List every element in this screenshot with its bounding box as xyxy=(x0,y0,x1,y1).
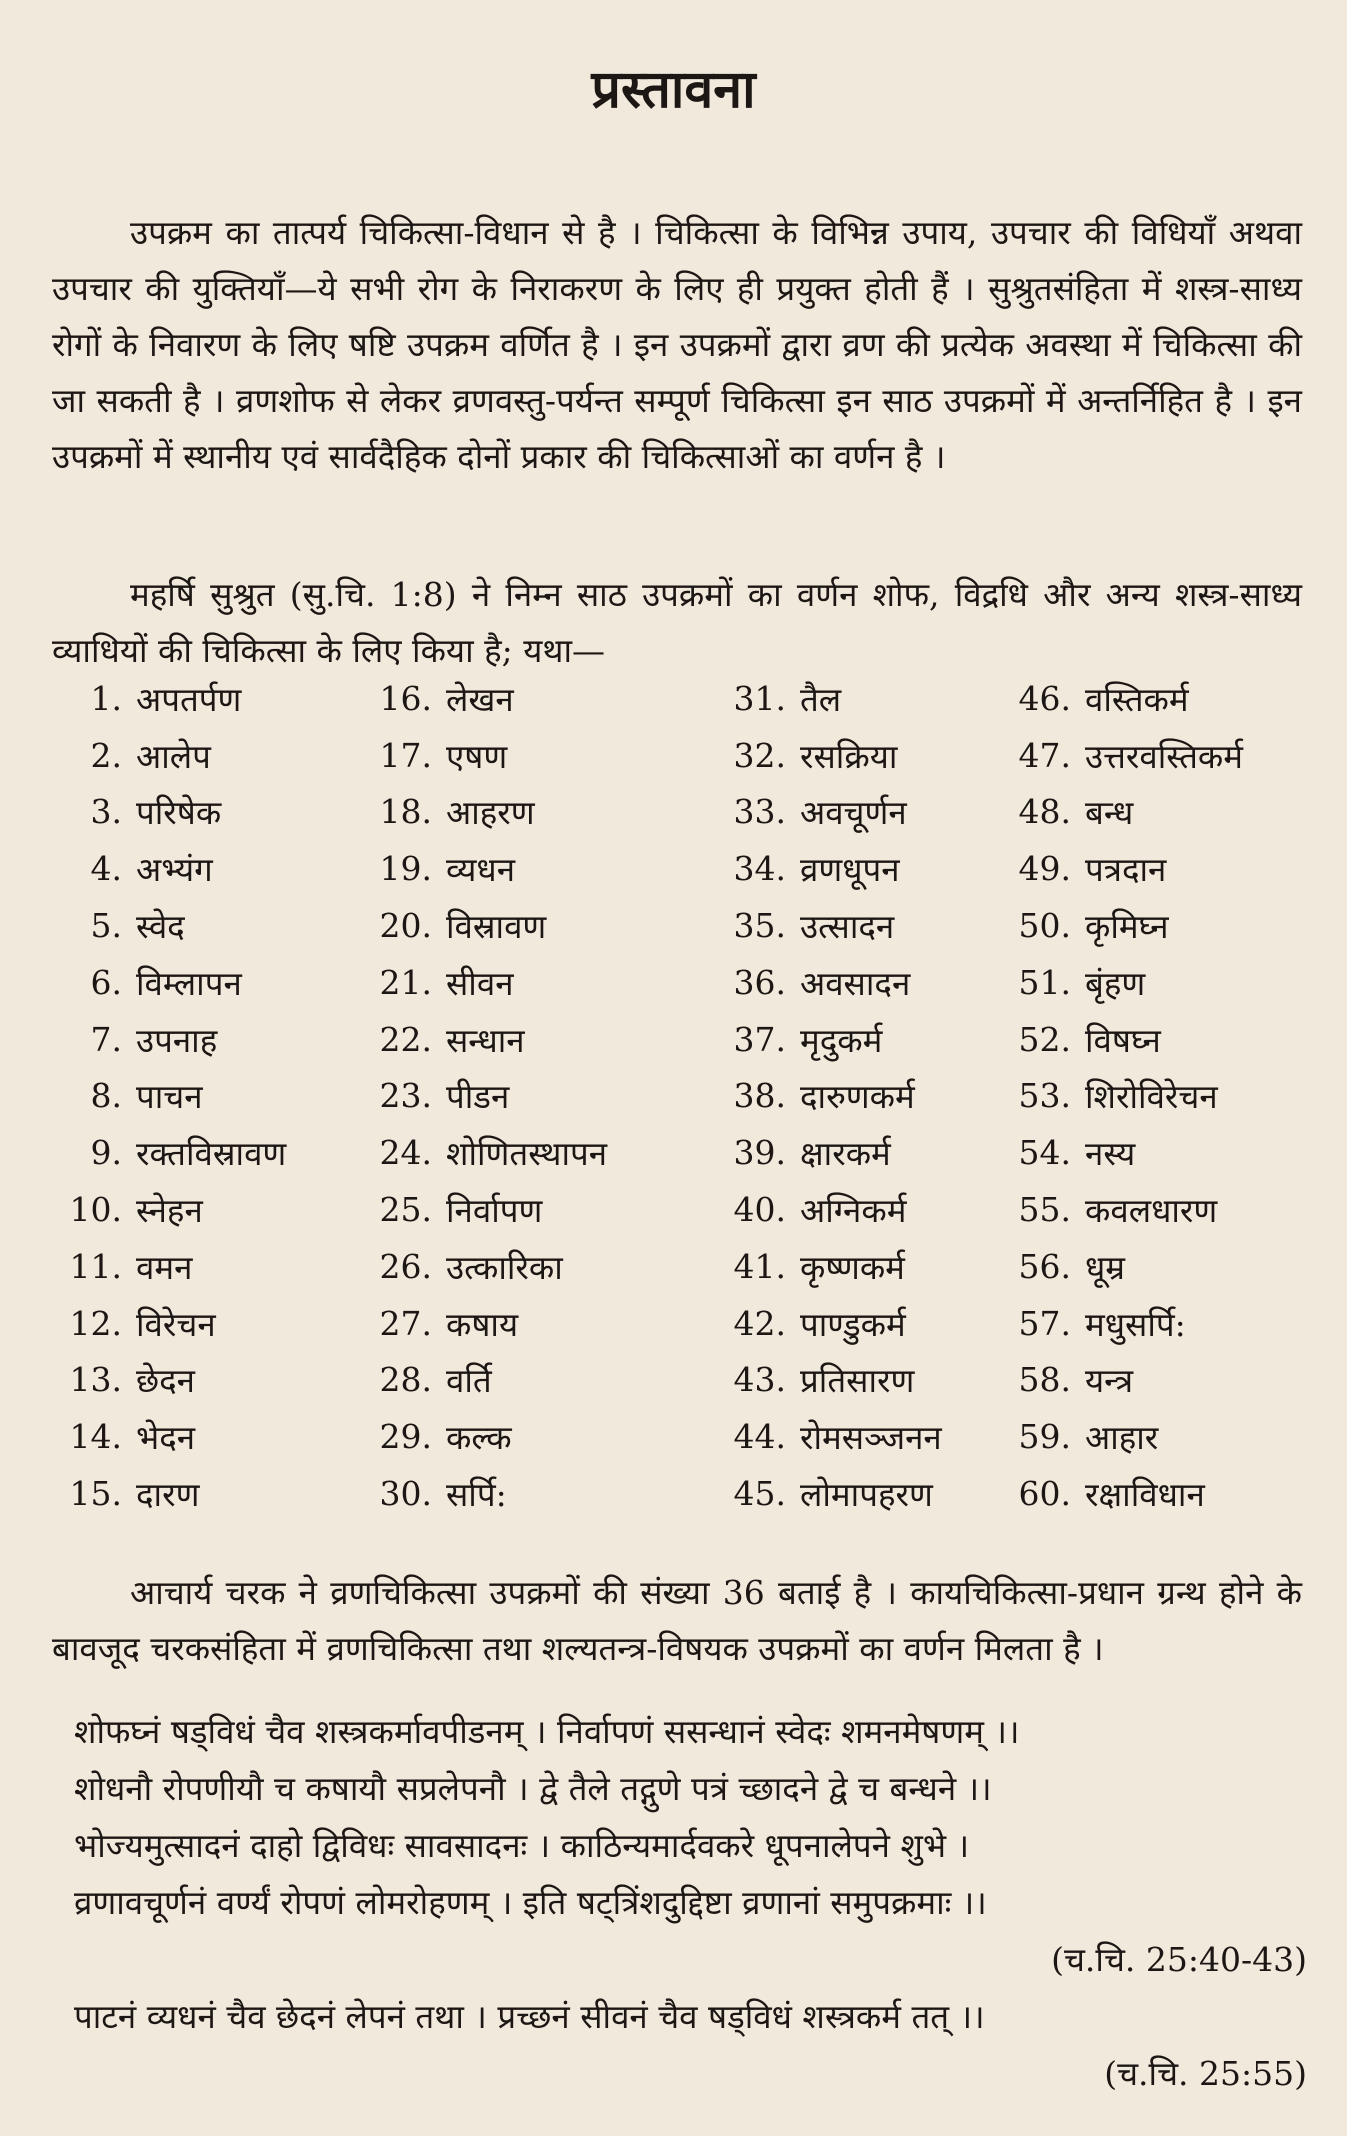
list-item xyxy=(710,1465,990,1522)
list-item-label: उत्कारिका xyxy=(446,1247,563,1287)
list-column-4 xyxy=(995,670,1325,1522)
list-item-label: उत्सादन xyxy=(800,907,895,947)
list-item-number: 19. xyxy=(379,849,432,889)
list-item-number: 7. xyxy=(90,1019,122,1059)
list-item xyxy=(46,1068,346,1125)
list-item xyxy=(46,840,346,897)
list-column-1 xyxy=(46,670,346,1522)
list-item-label: निर्वापण xyxy=(446,1191,543,1231)
list-item-label: कषाय xyxy=(446,1304,519,1344)
list-item xyxy=(356,840,696,897)
list-item-number: 5. xyxy=(90,906,122,946)
list-item-number: 41. xyxy=(733,1246,786,1286)
list-item-label: कृमिघ्न xyxy=(1085,907,1169,947)
list-item-number: 50. xyxy=(1018,906,1071,946)
list-item-label: स्वेद xyxy=(136,907,185,947)
list-item-label: अभ्यंग xyxy=(136,850,213,890)
list-item-label: आहार xyxy=(1085,1418,1159,1458)
list-item xyxy=(356,1124,696,1181)
list-item xyxy=(356,784,696,841)
list-item-label: लोमापहरण xyxy=(800,1475,933,1515)
list-item-number: 43. xyxy=(733,1360,786,1400)
list-item-number: 55. xyxy=(1018,1190,1071,1230)
list-item-number: 10. xyxy=(69,1190,122,1230)
list-item xyxy=(356,897,696,954)
list-item-number: 31. xyxy=(733,678,786,718)
list-item-label: स्नेहन xyxy=(136,1191,203,1231)
list-item-number: 59. xyxy=(1018,1417,1071,1457)
list-item-number: 58. xyxy=(1018,1360,1071,1400)
list-item-number: 8. xyxy=(90,1076,122,1116)
list-item-number: 1. xyxy=(90,678,122,718)
list-item-label: रक्षाविधान xyxy=(1085,1475,1205,1515)
list-item xyxy=(995,1181,1325,1238)
list-item xyxy=(356,1465,696,1522)
list-item-label: रसक्रिया xyxy=(800,736,898,776)
list-item-number: 30. xyxy=(379,1474,432,1514)
list-item xyxy=(995,1408,1325,1465)
upakrama-list xyxy=(0,670,1347,1520)
list-item-label: अग्निकर्म xyxy=(800,1191,907,1231)
list-item-number: 53. xyxy=(1018,1076,1071,1116)
list-item-number: 9. xyxy=(90,1133,122,1173)
list-item-number: 3. xyxy=(90,792,122,832)
list-item xyxy=(995,727,1325,784)
list-item-number: 48. xyxy=(1018,792,1071,832)
list-item-label: यन्त्र xyxy=(1085,1361,1134,1401)
list-item xyxy=(995,954,1325,1011)
list-item xyxy=(356,670,696,727)
list-item-label: सन्धान xyxy=(446,1020,525,1060)
list-item-number: 37. xyxy=(733,1019,786,1059)
list-item-label: नस्य xyxy=(1085,1134,1136,1174)
list-item-label: व्रणधूपन xyxy=(800,850,900,890)
page-title: प्रस्तावना xyxy=(591,59,756,120)
list-item-label: दारण xyxy=(136,1475,200,1515)
list-item-label: क्षारकर्म xyxy=(800,1134,891,1174)
list-item xyxy=(356,954,696,1011)
list-item-label: वस्तिकर्म xyxy=(1085,679,1189,719)
list-item xyxy=(710,670,990,727)
list-item-number: 47. xyxy=(1018,735,1071,775)
list-item xyxy=(710,784,990,841)
list-item-label: अपतर्पण xyxy=(136,679,242,719)
list-item xyxy=(46,1124,346,1181)
list-item xyxy=(46,1011,346,1068)
list-item-label: परिषेक xyxy=(136,793,222,833)
list-item xyxy=(46,897,346,954)
list-item-label: रोमसञ्जनन xyxy=(800,1418,942,1458)
list-column-2 xyxy=(356,670,696,1522)
list-item-number: 45. xyxy=(733,1474,786,1514)
list-item-number: 42. xyxy=(733,1303,786,1343)
sushruta-paragraph: महर्षि सुश्रुत (सु.चि. 1:8) ने निम्न साठ उपक्रमों का वर्णन शोफ, विद्रधि और अन्य शस्त्र-साध्य व्याधियों की चिकित्सा के लिए किया है; यथा— xyxy=(52,575,1302,670)
list-item xyxy=(995,1295,1325,1352)
list-item xyxy=(710,1352,990,1409)
list-item-label: धूम्र xyxy=(1085,1247,1126,1287)
list-item-label: शोणितस्थापन xyxy=(446,1134,608,1174)
list-item-number: 60. xyxy=(1018,1474,1071,1514)
list-item-number: 26. xyxy=(379,1246,432,1286)
list-item-label: कवलधारण xyxy=(1085,1191,1218,1231)
list-item xyxy=(356,1181,696,1238)
intro-paragraph: उपक्रम का तात्पर्य चिकित्सा-विधान से है । चिकित्सा के विभिन्न उपाय, उपचार की विधियाँ अथवा उपचार की युक्तियाँ—ये सभी रोग के निराकरण के लिए ही प्रयुक्त होती हैं । सुश्रुतसंहिता में शस्त्र-साध्य रोगों के निवारण के लिए षष्टि उपक्रम वर्णित है । इन उपक्रमों द्वारा व्रण की प्रत्येक अवस्था में चिकित्सा की जा सकती है । व्रणशोफ से लेकर व्रणवस्तु-पर्यन्त सम्पूर्ण चिकित्सा इन साठ उपक्रमों में अन्तर्निहित है । इन उपक्रमों में स्थानीय एवं सार्वदैहिक दोनों प्रकार की चिकित्साओं का वर्णन है । xyxy=(52,213,1302,476)
list-item-number: 23. xyxy=(379,1076,432,1116)
list-item xyxy=(710,1068,990,1125)
list-item-label: वमन xyxy=(136,1247,193,1287)
list-item-number: 35. xyxy=(733,906,786,946)
list-item xyxy=(710,840,990,897)
sloka-reference-1: (च.चि. 25:40-43) xyxy=(1051,1940,1307,1979)
list-item-label: अवचूर्णन xyxy=(800,793,907,833)
list-item-number: 46. xyxy=(1018,678,1071,718)
list-item xyxy=(995,784,1325,841)
list-item-number: 20. xyxy=(379,906,432,946)
list-item-label: लेखन xyxy=(446,679,514,719)
list-item xyxy=(46,954,346,1011)
list-item xyxy=(356,1068,696,1125)
list-item-label: विषघ्न xyxy=(1085,1020,1161,1060)
list-item-label: उत्तरवस्तिकर्म xyxy=(1085,736,1244,776)
list-item xyxy=(995,1011,1325,1068)
list-item xyxy=(710,1408,990,1465)
sloka-line-1: शोफघ्नं षड्विधं चैव शस्त्रकर्मावपीडनम् । निर्वापणं ससन्धानं स्वेदः शमनमेषणम् ।। xyxy=(74,1712,1020,1751)
list-item-number: 15. xyxy=(69,1474,122,1514)
list-item-number: 12. xyxy=(69,1303,122,1343)
list-item xyxy=(995,897,1325,954)
list-item-label: बृंहण xyxy=(1085,963,1146,1003)
list-item xyxy=(46,1238,346,1295)
list-item-label: सर्पि: xyxy=(446,1475,507,1515)
list-item xyxy=(46,1181,346,1238)
list-item xyxy=(995,670,1325,727)
list-item-label: आहरण xyxy=(446,793,535,833)
list-item-label: मधुसर्पि: xyxy=(1085,1304,1186,1344)
list-item-number: 16. xyxy=(379,678,432,718)
list-item-number: 49. xyxy=(1018,849,1071,889)
list-item xyxy=(710,727,990,784)
list-item-label: एषण xyxy=(446,736,508,776)
list-item xyxy=(46,784,346,841)
list-item-number: 54. xyxy=(1018,1133,1071,1173)
list-item-number: 14. xyxy=(69,1417,122,1457)
list-item xyxy=(710,1181,990,1238)
list-item xyxy=(710,1011,990,1068)
list-item-number: 38. xyxy=(733,1076,786,1116)
sloka-line-3: भोज्यमुत्सादनं दाहो द्विविधः सावसादनः । काठिन्यमार्दवकरे धूपनालेपने शुभे । xyxy=(74,1826,970,1865)
sloka-line-4: व्रणावचूर्णनं वर्ण्यं रोपणं लोमरोहणम् । इति षट्त्रिंशदुद्दिष्टा व्रणानां समुपक्रमाः ।। xyxy=(74,1883,987,1922)
list-item xyxy=(46,1295,346,1352)
sloka-reference-2: (च.चि. 25:55) xyxy=(1104,2054,1307,2093)
list-item-number: 28. xyxy=(379,1360,432,1400)
list-item xyxy=(995,1352,1325,1409)
list-item-label: उपनाह xyxy=(136,1020,218,1060)
list-item xyxy=(995,1124,1325,1181)
list-item-number: 24. xyxy=(379,1133,432,1173)
list-item-label: छेदन xyxy=(136,1361,195,1401)
list-item xyxy=(356,1011,696,1068)
list-item-label: शिरोविरेचन xyxy=(1085,1077,1218,1117)
list-item xyxy=(710,1295,990,1352)
list-item-label: पाचन xyxy=(136,1077,203,1117)
list-item-label: विस्रावण xyxy=(446,907,547,947)
list-item xyxy=(710,897,990,954)
list-item-number: 6. xyxy=(90,962,122,1002)
list-item-label: विम्लापन xyxy=(136,963,242,1003)
list-item-number: 18. xyxy=(379,792,432,832)
list-item-number: 44. xyxy=(733,1417,786,1457)
list-item-label: आलेप xyxy=(136,736,211,776)
list-item-number: 21. xyxy=(379,962,432,1002)
list-item-number: 22. xyxy=(379,1019,432,1059)
list-item xyxy=(46,1408,346,1465)
list-item-number: 56. xyxy=(1018,1246,1071,1286)
list-item-label: कृष्णकर्म xyxy=(800,1247,905,1287)
list-item xyxy=(356,1295,696,1352)
list-item-label: बन्ध xyxy=(1085,793,1134,833)
list-item-label: मृदुकर्म xyxy=(800,1020,883,1060)
list-item-label: विरेचन xyxy=(136,1304,216,1344)
list-item xyxy=(356,727,696,784)
list-item-number: 33. xyxy=(733,792,786,832)
list-item-label: दारुणकर्म xyxy=(800,1077,915,1117)
list-item-label: तैल xyxy=(800,679,842,719)
list-item-label: कल्क xyxy=(446,1418,512,1458)
list-item-number: 29. xyxy=(379,1417,432,1457)
list-item-number: 11. xyxy=(69,1246,122,1286)
list-item xyxy=(710,1124,990,1181)
sloka-line-5: पाटनं व्यधनं चैव छेदनं लेपनं तथा । प्रच्छनं सीवनं चैव षड्विधं शस्त्रकर्म तत् ।। xyxy=(74,1997,985,2036)
list-item-number: 34. xyxy=(733,849,786,889)
list-item-label: पत्रदान xyxy=(1085,850,1167,890)
list-item-label: प्रतिसारण xyxy=(800,1361,915,1401)
list-item xyxy=(46,1465,346,1522)
list-item-label: पीडन xyxy=(446,1077,510,1117)
list-item-number: 40. xyxy=(733,1190,786,1230)
list-item-number: 52. xyxy=(1018,1019,1071,1059)
list-item-label: सीवन xyxy=(446,963,514,1003)
list-item-number: 17. xyxy=(379,735,432,775)
list-item xyxy=(356,1352,696,1409)
list-item-number: 13. xyxy=(69,1360,122,1400)
list-item-label: व्यधन xyxy=(446,850,516,890)
list-item-label: वर्ति xyxy=(446,1361,492,1401)
list-item-number: 36. xyxy=(733,962,786,1002)
sloka-line-2: शोधनौ रोपणीयौ च कषायौ सप्रलेपनौ । द्वे तैले तद्गुणे पत्रं च्छादने द्वे च बन्धने ।। xyxy=(74,1769,992,1808)
list-item xyxy=(46,1352,346,1409)
list-item-number: 4. xyxy=(90,849,122,889)
list-item xyxy=(356,1408,696,1465)
list-item-number: 27. xyxy=(379,1303,432,1343)
list-item xyxy=(710,954,990,1011)
list-item-label: रक्तविस्रावण xyxy=(136,1134,287,1174)
list-item-number: 25. xyxy=(379,1190,432,1230)
list-item-number: 32. xyxy=(733,735,786,775)
list-item xyxy=(46,727,346,784)
list-item-label: भेदन xyxy=(136,1418,196,1458)
list-item-number: 57. xyxy=(1018,1303,1071,1343)
list-item xyxy=(710,1238,990,1295)
list-item xyxy=(995,1238,1325,1295)
list-item xyxy=(356,1238,696,1295)
list-item-number: 39. xyxy=(733,1133,786,1173)
list-item xyxy=(995,840,1325,897)
list-item xyxy=(995,1465,1325,1522)
list-item xyxy=(995,1068,1325,1125)
charaka-paragraph: आचार्य चरक ने व्रणचिकित्सा उपक्रमों की संख्या 36 बताई है । कायचिकित्सा-प्रधान ग्रन्थ होने के बावजूद चरकसंहिता में व्रणचिकित्सा तथा शल्यतन्त्र-विषयक उपक्रमों का वर्णन मिलता है । xyxy=(52,1573,1302,1668)
list-item xyxy=(46,670,346,727)
list-item-label: अवसादन xyxy=(800,963,911,1003)
list-item-number: 2. xyxy=(90,735,122,775)
list-column-3 xyxy=(710,670,990,1522)
list-item-label: पाण्डुकर्म xyxy=(800,1304,906,1344)
list-item-number: 51. xyxy=(1018,962,1071,1002)
